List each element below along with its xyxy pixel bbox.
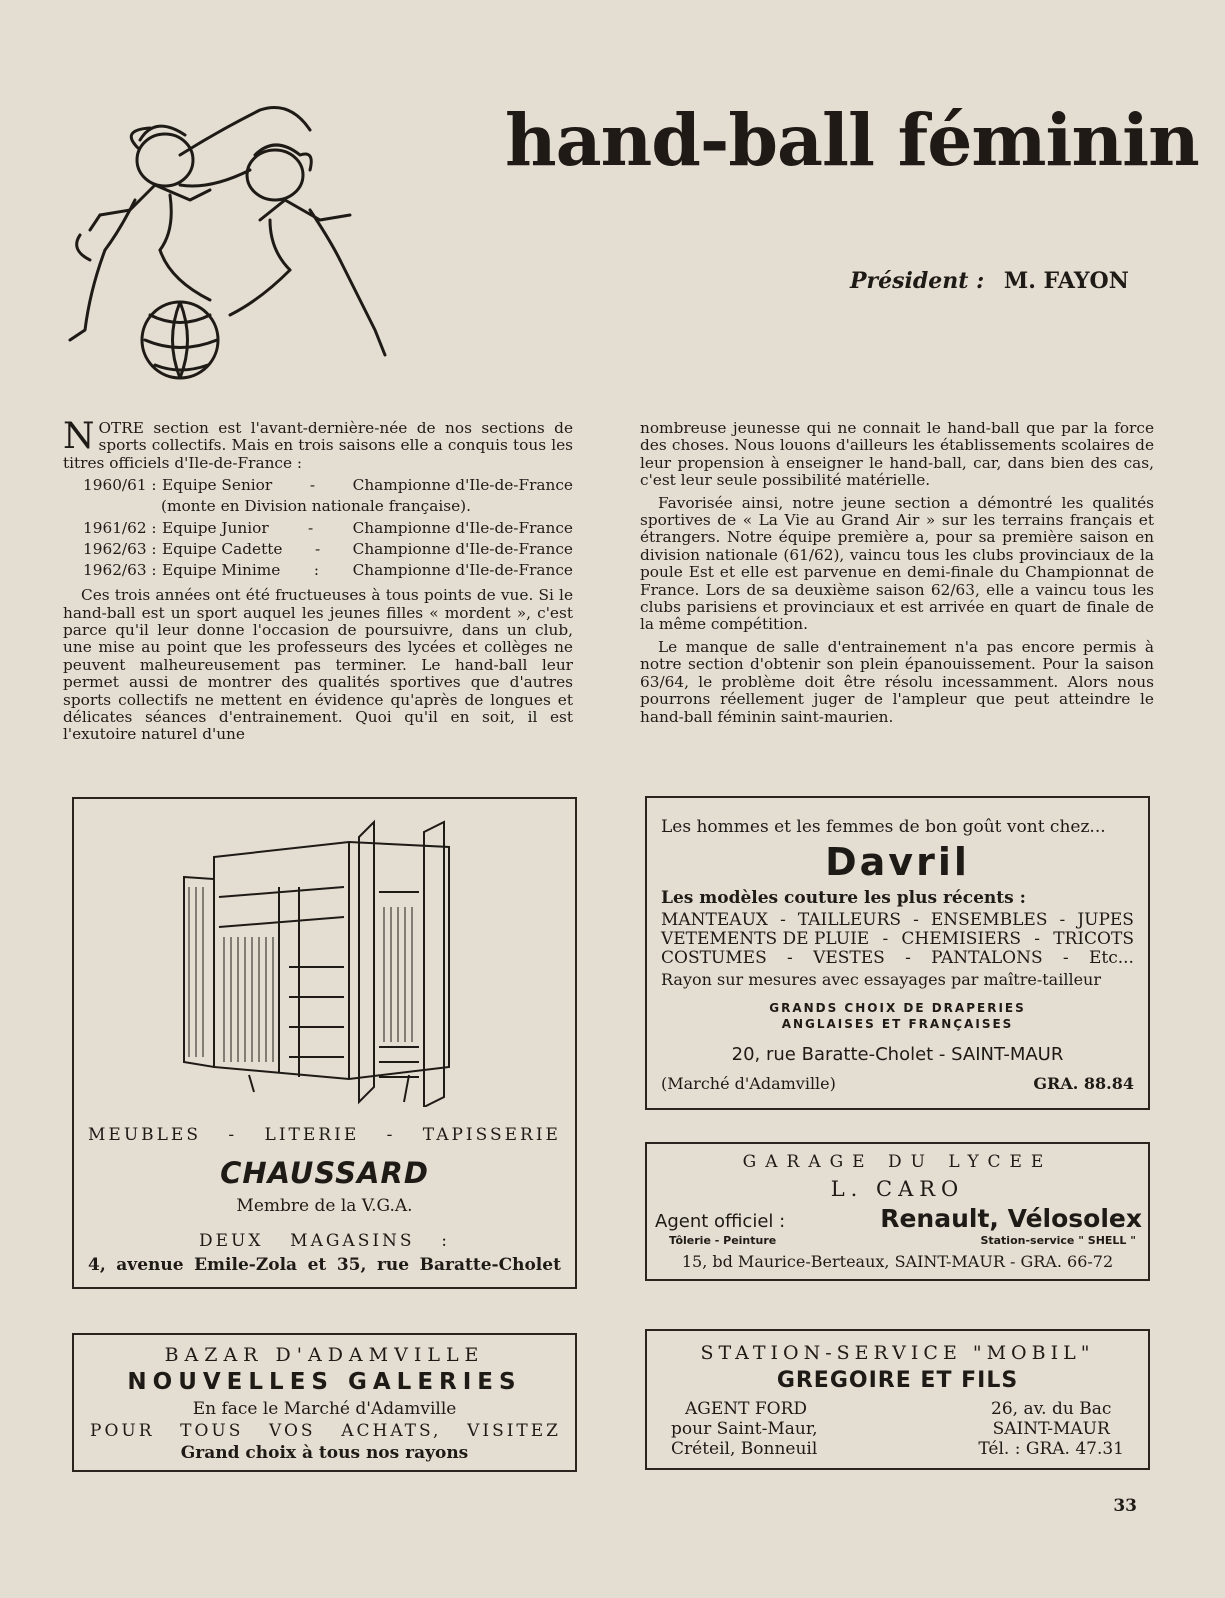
garage-address: 15, bd Maurice-Berteaux, SAINT-MAUR - GRA. 66-72 (681, 1252, 1114, 1271)
bazar-line-3: En face le Marché d'Adamville (192, 1399, 457, 1419)
president-line (850, 268, 1129, 294)
bazar-line-1: BAZAR D'ADAMVILLE (164, 1344, 485, 1366)
bazar-line-4: POUR TOUS VOS ACHATS, VISITEZ (90, 1421, 561, 1441)
chaussard-tagline: MEUBLES - LITERIE - TAPISSERIE (88, 1125, 561, 1145)
davril-market: (Marché d'Adamville) (661, 1074, 836, 1093)
davril-draperies-2: ANGLAISES ET FRANÇAISES (781, 1017, 1014, 1031)
bazar-line-2: NOUVELLES GALERIES (127, 1369, 522, 1395)
president-label: Président : (850, 268, 985, 294)
paragraph-4: Favorisée ainsi, notre jeune section a démontré les qualités sportives de « La Vie au Grand Air » sur les terrains français et étrangers. Notre équipe première a, pour sa première saison en division nationale (61/62), vaincu tous les clubs provinciaux de la poule Est et elle est parvenue en demi-finale du Championnat de France. Lors de sa deuxième saison 62/63, elle a vaincu tous les clubs parisiens et provinciaux et est arrivée en quart de finale de la même compétition. (640, 493, 1154, 634)
article-column-right (640, 420, 1154, 731)
davril-models: Les modèles couture les plus récents : (661, 888, 1026, 908)
davril-line-3: COSTUMES - VESTES - PANTALONS - Etc... (661, 948, 1134, 968)
garage-name: GARAGE DU LYCEE (742, 1152, 1053, 1172)
page-number: 33 (1113, 1496, 1137, 1516)
garage-owner: L. CARO (830, 1177, 965, 1201)
davril-phone: GRA. 88.84 (1033, 1074, 1134, 1093)
paragraph-2: Ces trois années ont été fructueuses à tous points de vue. Si le hand-ball est un sport auquel les jeunes filles « mordent », c'est parce qu'il leur donne l'occasion de poursuivre, dans un club, une mise au point que les professeurs des lycées et collèges ne peuvent malheureusement pas terminer. Le hand-ball leur permet aussi de montrer des qualités sportives que d'autres sports collectifs ne mettent en évidence qu'après de longues et délicates séances d'entrainement. Quoi qu'il en soit, il est l'exutoire naturel d'une (63, 586, 573, 744)
davril-line-2: VETEMENTS DE PLUIE - CHEMISIERS - TRICOTS (661, 929, 1134, 949)
record-note: (monte en Division nationale française). (161, 497, 471, 516)
ad-garage (645, 1142, 1150, 1281)
handball-players-illustration (60, 100, 400, 390)
chaussard-member: Membre de la V.G.A. (236, 1196, 413, 1216)
mobil-line-2: GREGOIRE ET FILS (776, 1368, 1019, 1393)
paragraph-1: OTRE section est l'avant-dernière-née de nos sections de sports collectifs. Mais en trois saisons elle a conquis tous les titres officiels d'Ile-de-France : (63, 419, 573, 472)
chaussard-address: 4, avenue Emile-Zola et 35, rue Baratte-Cholet (88, 1255, 561, 1275)
drop-cap: N (63, 416, 95, 457)
davril-tailor: Rayon sur mesures avec essayages par maître-tailleur (661, 970, 1101, 989)
mobil-right: 26, av. du Bac SAINT-MAUR Tél. : GRA. 47.31 (978, 1399, 1124, 1459)
president-name: M. FAYON (1003, 268, 1129, 294)
davril-draperies-1: GRANDS CHOIX DE DRAPERIES (769, 1001, 1026, 1015)
mobil-left: AGENT FORD pour Saint-Maur, Créteil, Bonneuil (671, 1399, 818, 1459)
garage-agent: Agent officiel : Renault, Vélosolex (655, 1204, 1142, 1233)
record-row: 1962/63 : Equipe Minime : Championne d'Ile-de-France (83, 561, 573, 580)
chaussard-stores: DEUX MAGASINS : (199, 1231, 450, 1251)
chaussard-brand: CHAUSSARD (220, 1156, 429, 1190)
davril-footer (661, 1074, 1134, 1093)
record-row: 1962/63 : Equipe Cadette - Championne d'Ile-de-France (83, 540, 573, 559)
ad-mobil (645, 1329, 1150, 1470)
garage-brands: Renault, Vélosolex (880, 1204, 1142, 1233)
bazar-line-5: Grand choix à tous nos rayons (180, 1443, 469, 1463)
paragraph-5: Le manque de salle d'entrainement n'a pas encore permis à notre section d'obtenir son plein épanouissement. Pour la saison 63/64, le problème doit être résolu incessamment. Alors nous pourrons réellement juger de l'ampleur que peut atteindre le hand-ball féminin saint-maurien. (640, 637, 1154, 726)
paragraph-3: nombreuse jeunesse qui ne connait le hand-ball que par la force des choses. Nous louons d'ailleurs les établissements scolaires de leur propension à enseigner le hand-ball, car, dans bien des cas, c'est leur seule possibilité matérielle. (640, 419, 1154, 490)
davril-brand: Davril (825, 840, 970, 884)
page-title: hand-ball féminin (505, 98, 1199, 182)
davril-line-1: MANTEAUX - TAILLEURS - ENSEMBLES - JUPES (661, 910, 1134, 930)
davril-address: 20, rue Baratte-Cholet - SAINT-MAUR (731, 1044, 1064, 1065)
ad-chaussard (72, 797, 577, 1289)
davril-intro: Les hommes et les femmes de bon goût vont chez... (661, 817, 1106, 837)
mobil-line-1: STATION-SERVICE "MOBIL" (700, 1342, 1095, 1364)
article-column-left (63, 416, 573, 749)
record-row: 1961/62 : Equipe Junior - Championne d'Ile-de-France (83, 519, 573, 538)
garage-services: Tôlerie - Peinture Station-service " SHELL " (669, 1234, 1136, 1247)
wardrobe-illustration (179, 817, 464, 1107)
ad-bazar (72, 1333, 577, 1472)
ad-davril (645, 796, 1150, 1110)
record-row: 1960/61 : Equipe Senior - Championne d'Ile-de-France (83, 476, 573, 495)
